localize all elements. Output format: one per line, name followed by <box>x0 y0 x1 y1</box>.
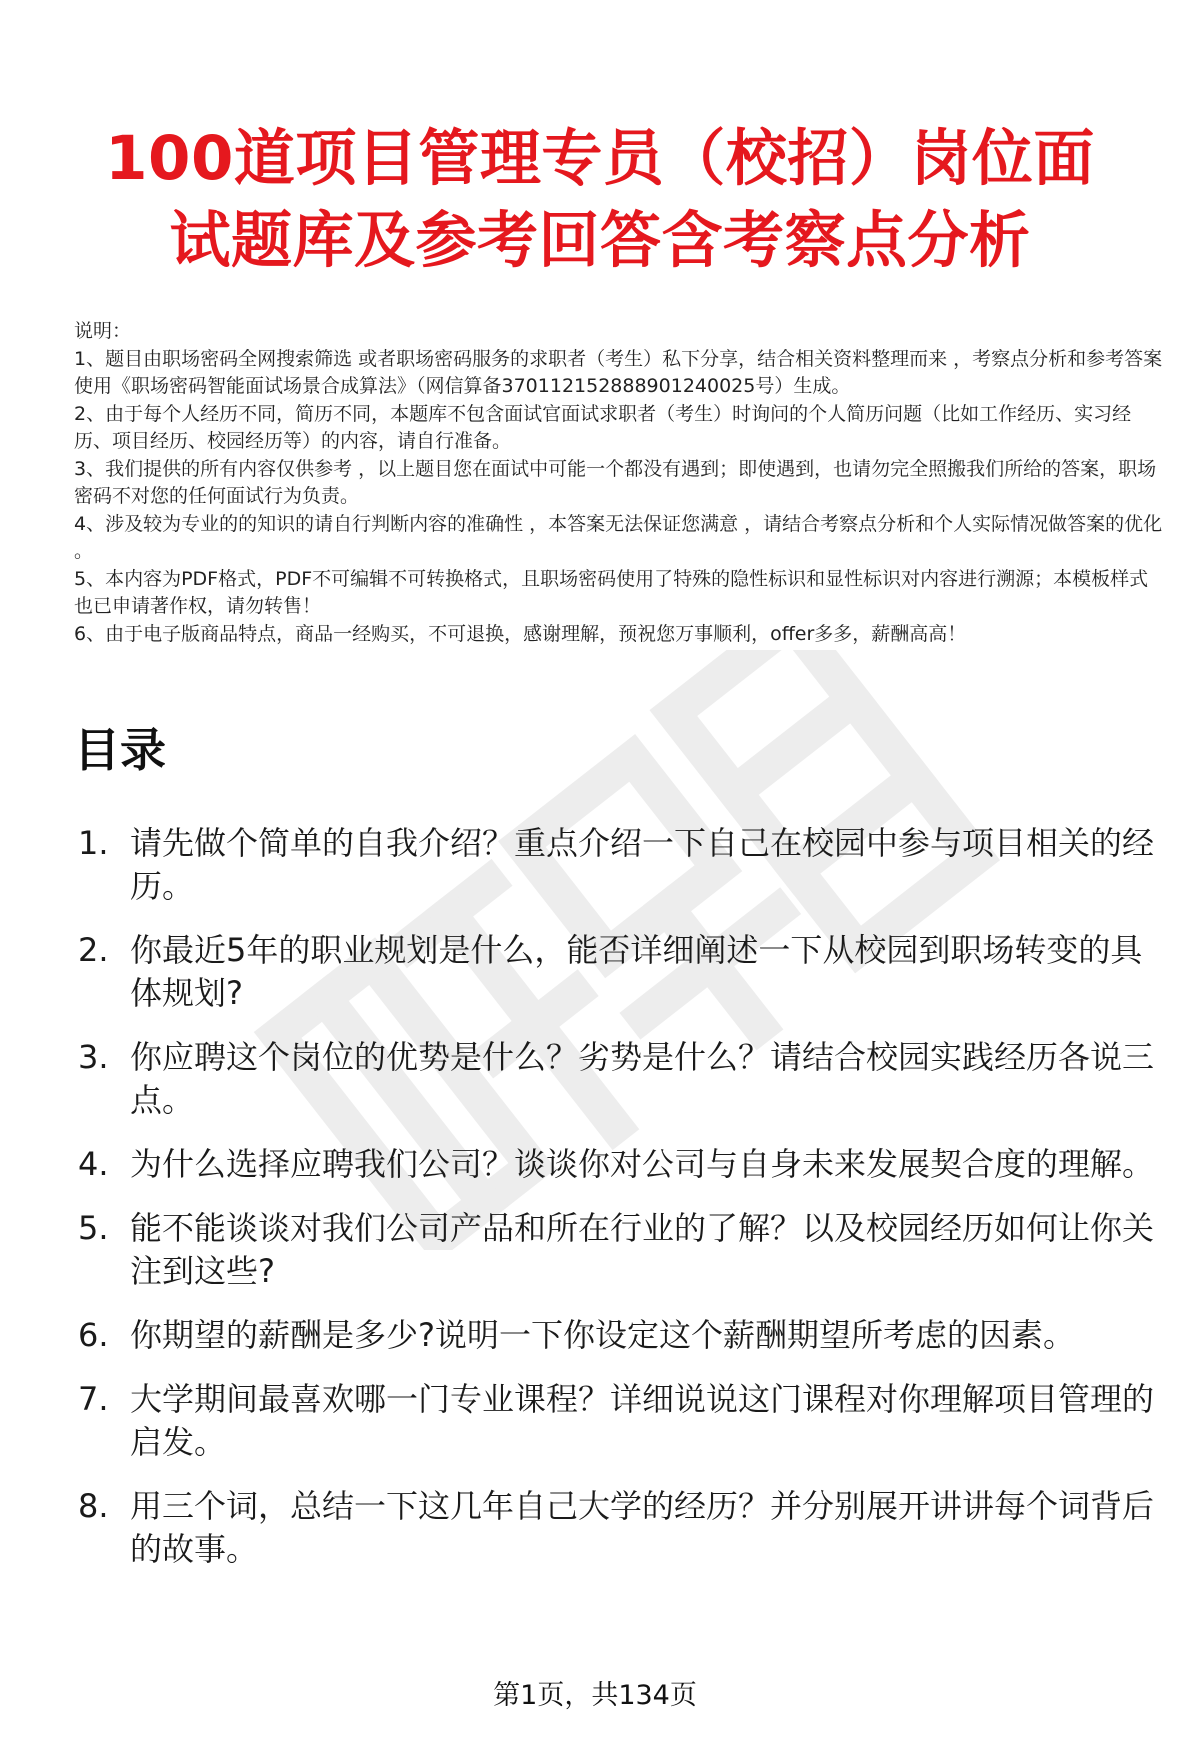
notes-label: 说明： <box>74 320 132 342</box>
toc-item[interactable] <box>74 1314 1164 1357</box>
toc-item[interactable] <box>74 929 1164 1015</box>
toc-item-number: 6. <box>78 1316 109 1354</box>
toc-item-number: 2. <box>78 931 109 969</box>
toc-item-text: 能不能谈谈对我们公司产品和所在行业的了解？以及校园经历如何让你关注到这些? <box>130 1209 1155 1290</box>
toc-item-text: 你期望的薪酬是多少?说明一下你设定这个薪酬期望所考虑的因素。 <box>130 1316 1075 1354</box>
toc-item-text: 请先做个简单的自我介绍？重点介绍一下自己在校园中参与项目相关的经历。 <box>130 824 1155 905</box>
toc-item-text: 大学期间最喜欢哪一门专业课程？详细说说这门课程对你理解项目管理的启发。 <box>130 1380 1155 1461</box>
note-item: 5、本内容为PDF格式，PDF不可编辑不可转换格式，且职场密码使用了特殊的隐性标识和显性标识对内容进行溯源；本模板样式也已申请著作权，请勿转售！ <box>74 567 1149 617</box>
toc-item-number: 3. <box>78 1038 109 1076</box>
toc-item[interactable] <box>74 1378 1164 1464</box>
note-item: 4、涉及较为专业的的知识的请自行判断内容的准确性 ，本答案无法保证您满意 ，请结合考察点分析和个人实际情况做答案的优化 。 <box>74 512 1163 562</box>
toc-item-text: 你最近5年的职业规划是什么，能否详细阐述一下从校园到职场转变的具体规划? <box>130 931 1143 1012</box>
note-item: 1、题目由职场密码全网搜索筛选 或者职场密码服务的求职者（考生）私下分享，结合相关资料整理而来 ，考察点分析和参考答案使用《职场密码智能面试场景合成算法》（网信算备370112152888901240025号）生成。 <box>74 347 1163 397</box>
toc-item-text: 为什么选择应聘我们公司？谈谈你对公司与自身未来发展契合度的理解。 <box>130 1145 1155 1183</box>
document-title <box>60 118 1140 282</box>
title-line-2: 试题库及参考回答含考察点分析 <box>169 205 1031 276</box>
toc-item-number: 7. <box>78 1380 109 1418</box>
toc-item[interactable] <box>74 1485 1164 1571</box>
note-item: 2、由于每个人经历不同，简历不同，本题库不包含面试官面试求职者（考生）时询问的个人简历问题（比如工作经历、实习经历、项目经历、校园经历等）的内容，请自行准备。 <box>74 402 1132 452</box>
toc-item[interactable] <box>74 1143 1164 1186</box>
toc-item-number: 8. <box>78 1487 109 1525</box>
note-item: 3、我们提供的所有内容仅供参考 ，以上题目您在面试中可能一个都没有遇到；即使遇到，也请勿完全照搬我们所给的答案，职场密码不对您的任何面试行为负责。 <box>74 457 1157 507</box>
title-line-1: 100道项目管理专员（校招）岗位面 <box>105 123 1095 194</box>
note-item: 6、由于电子版商品特点，商品一经购买，不可退换，感谢理解，预祝您万事顺利，offer多多，薪酬高高！ <box>74 622 967 645</box>
toc-item[interactable] <box>74 1207 1164 1293</box>
instructions-block <box>74 318 1164 648</box>
toc-item-text: 用三个词，总结一下这几年自己大学的经历？并分别展开讲讲每个词背后的故事。 <box>130 1487 1155 1568</box>
toc-heading: 目录 <box>74 723 166 777</box>
toc-list <box>74 822 1164 1592</box>
toc-item[interactable] <box>74 1036 1164 1122</box>
toc-item[interactable] <box>74 822 1164 908</box>
toc-item-text: 你应聘这个岗位的优势是什么？劣势是什么？请结合校园实践经历各说三点。 <box>130 1038 1155 1119</box>
page-footer: 第1页，共134页 <box>493 1680 697 1711</box>
toc-item-number: 5. <box>78 1209 109 1247</box>
toc-item-number: 4. <box>78 1145 109 1183</box>
toc-item-number: 1. <box>78 824 109 862</box>
